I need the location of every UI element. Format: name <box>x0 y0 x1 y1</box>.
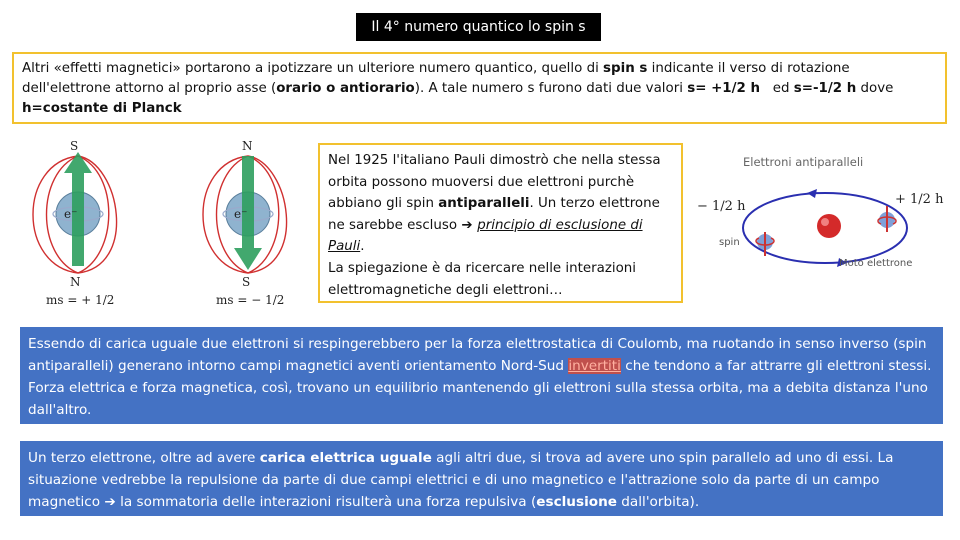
third-electron-text: dall'orbita). <box>616 494 700 510</box>
pole-label-bottom: S <box>242 275 251 289</box>
intro-bold-plus: s= +1/2 h <box>687 81 761 96</box>
inverted-highlight: invertiti <box>568 358 621 374</box>
right-arrow-icon: ➔ <box>104 494 116 510</box>
intro-text: Altri «effetti magnetici» portarono a ipotizzare un ulteriore numero quantico, quello di <box>22 61 604 76</box>
third-electron-text: Un terzo elettrone, oltre ad avere <box>28 450 260 466</box>
pauli-text: La spiegazione è da ricercare nelle interazioni elettromagnetiche degli elettroni… <box>328 260 636 298</box>
electron-spin-up <box>33 139 117 307</box>
pauli-bold-antiparallel: antiparalleli <box>438 196 530 212</box>
ms-minus-half: ms = − 1/2 <box>216 293 285 307</box>
intro-text: dove <box>856 81 894 96</box>
electron-label: e⁻ <box>234 207 248 221</box>
motion-label: Moto elettrone <box>839 258 913 269</box>
spin-minus-label: − 1/2 h <box>697 199 746 214</box>
ms-plus-half: ms = + 1/2 <box>46 293 115 307</box>
pole-label-top: N <box>242 139 253 153</box>
intro-bold-spin: spin s <box>603 61 648 76</box>
slide-title: Il 4° numero quantico lo spin s <box>356 13 601 41</box>
antiparallel-orbit-figure <box>697 148 952 283</box>
intro-text-box <box>12 52 947 124</box>
pauli-exclusion-link: principio di esclusione di Pauli <box>328 217 643 255</box>
electron-label: e⁻ <box>64 207 78 221</box>
electron-left <box>756 232 774 256</box>
figure-title: Elettroni antiparalleli <box>743 155 864 169</box>
pauli-text-box <box>318 143 683 303</box>
pauli-text: Nel 1925 l'italiano Pauli dimostrò che nella stessa orbita possono muoversi due elettroni purchè abbiano gli spin <box>328 153 661 212</box>
bold-exclusion: esclusione <box>536 494 617 510</box>
third-electron-text: agli altri due, si trova ad avere uno spin parallelo ad uno di essi. La situazione vedrebbe la repulsione da parte di due campi elettrici e di uno magnetico e l'attrazione solo da parte di un campo magnetico <box>28 450 894 510</box>
intro-bold-minus: s=-1/2 h <box>793 81 857 96</box>
spin-label: spin <box>719 237 740 248</box>
spin-electrons-figure <box>28 138 288 313</box>
right-arrow-icon: ➔ <box>461 217 478 233</box>
spin-plus-label: + 1/2 h <box>895 192 944 207</box>
electron-right <box>878 206 896 232</box>
bold-same-charge: carica elettrica uguale <box>259 450 432 466</box>
pole-label-top: S <box>70 139 79 153</box>
intro-bold-planck: h=costante di Planck <box>22 101 182 116</box>
intro-bold-direction: orario o antiorario <box>276 81 415 96</box>
pole-label-bottom: N <box>70 275 81 289</box>
electron-spin-down <box>203 139 287 307</box>
pauli-text: . <box>360 239 365 255</box>
intro-text: indicante il verso di rotazione dell'elettrone attorno al proprio asse ( <box>22 61 850 96</box>
coulomb-text: che tendono a far attrarre gli elettroni stessi. Forza elettrica e forza magnetica, così, trovano un equilibrio mantenendo gli elettroni sulla stessa orbita, ma a debita distanza l'uno dall'altro. <box>28 358 932 418</box>
coulomb-text: Essendo di carica uguale due elettroni si respingerebbero per la forza elettrostatica di Coulomb, ma ruotando in senso inverso (spin antiparalleli) generano intorno campi magnetici aventi orientamento Nord-Sud <box>28 336 927 374</box>
third-electron-box <box>20 441 943 516</box>
pauli-text: . Un terzo elettrone ne sarebbe escluso <box>328 196 660 233</box>
intro-text: ed <box>760 81 794 96</box>
intro-text: ). A tale numero s furono dati due valori <box>414 81 688 96</box>
third-electron-text: la sommatoria delle interazioni risulterà una forza repulsiva ( <box>115 494 537 510</box>
coulomb-explanation-box <box>20 327 943 424</box>
